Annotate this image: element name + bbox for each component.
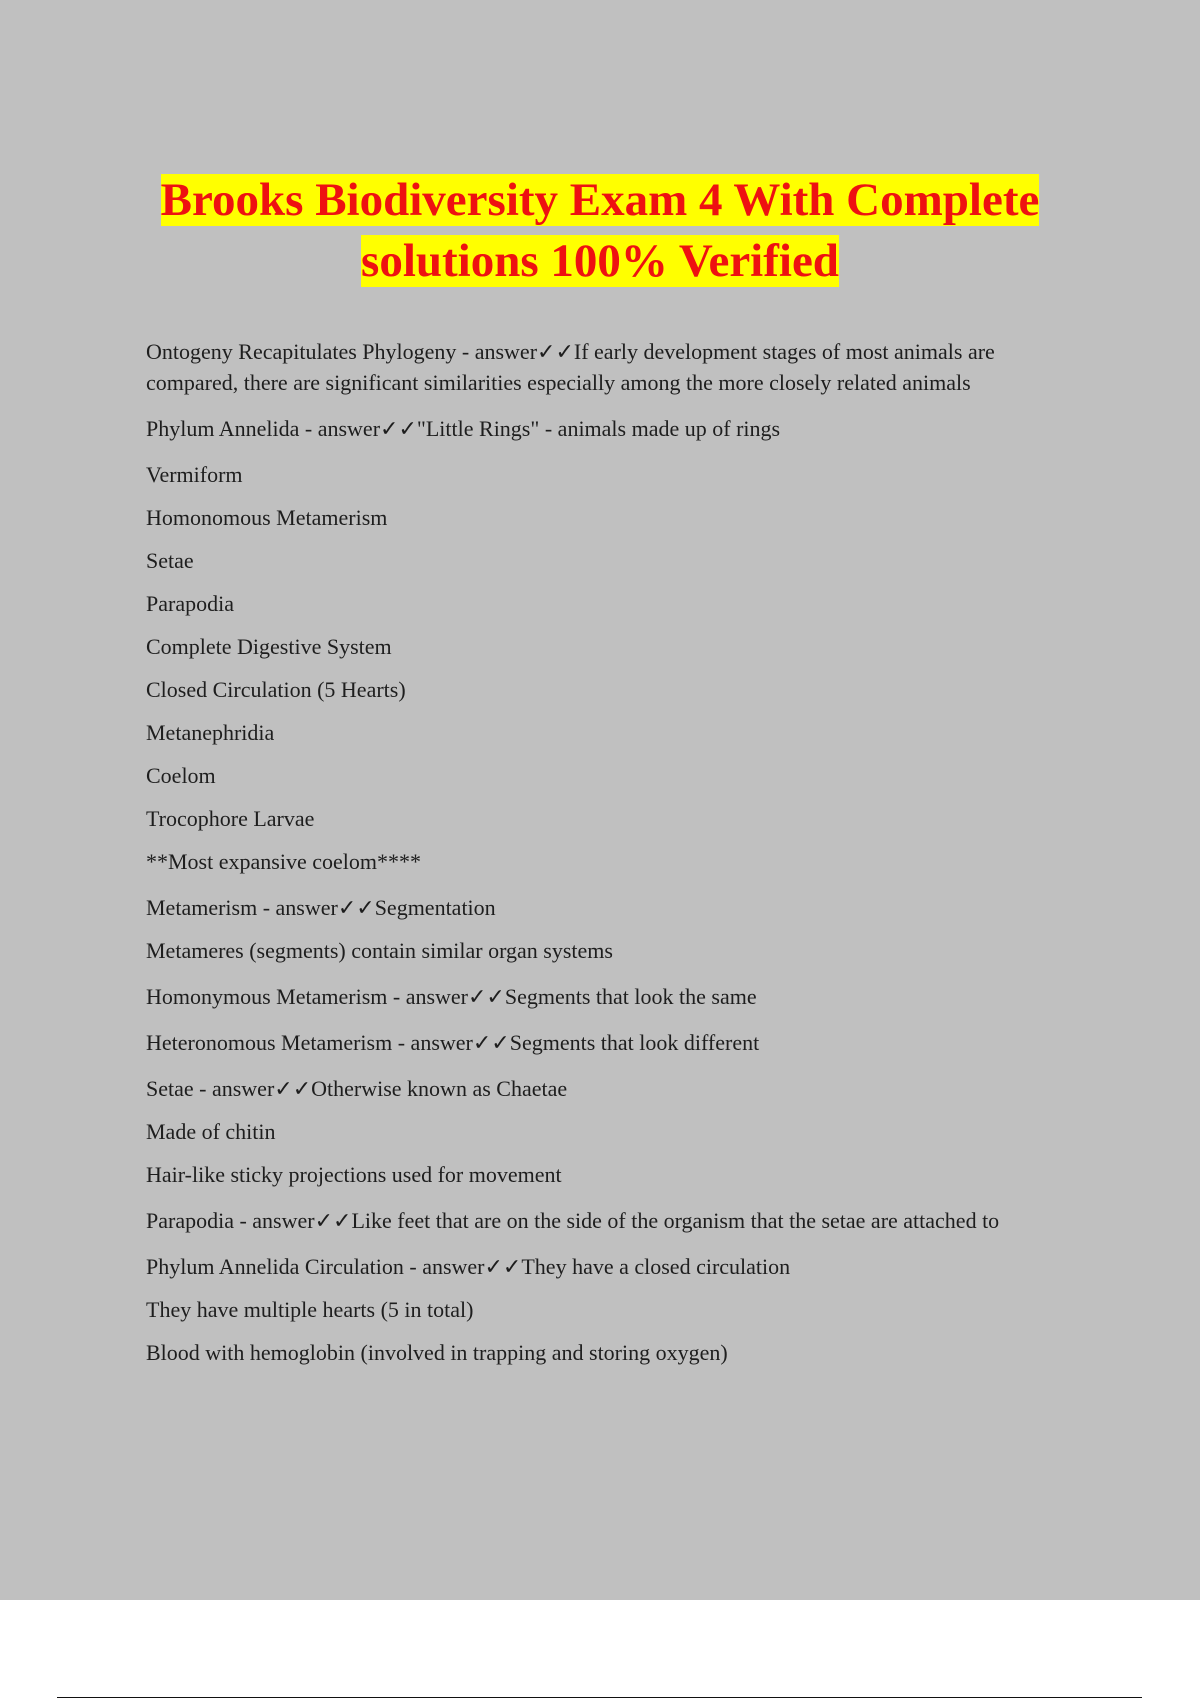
list-item: Homonomous Metamerism [146,505,388,530]
flashcard-ontogeny: Ontogeny Recapitulates Phylogeny - answer✓✓If early development stages of most animals are compared, there are significant similarities especially among the more closely related animals [146,339,995,395]
list-item: They have multiple hearts (5 in total) [146,1297,474,1322]
list-item: Metanephridia [146,720,275,745]
flashcard-phylum-annelida: Phylum Annelida - answer✓✓"Little Rings" - animals made up of rings [146,416,781,441]
list-item: Parapodia [146,591,234,616]
list-item: Setae [146,548,194,573]
list-item: Made of chitin [146,1119,276,1144]
list-item: Coelom [146,763,216,788]
list-item: Vermiform [146,462,243,487]
list-item: Closed Circulation (5 Hearts) [146,677,406,702]
list-item: Hair-like sticky projections used for movement [146,1162,562,1187]
flashcard-annelida-circulation: Phylum Annelida Circulation - answer✓✓They have a closed circulation [146,1254,791,1279]
flashcard-metamerism: Metamerism - answer✓✓Segmentation [146,895,496,920]
list-item: Trocophore Larvae [146,806,315,831]
flashcard-list [146,336,1086,1380]
list-item: Complete Digestive System [146,634,392,659]
list-item: Metameres (segments) contain similar organ systems [146,938,613,963]
list-item: **Most expansive coelom**** [146,849,421,874]
footer-divider [57,1697,1142,1698]
flashcard-heteronomous-metamerism: Heteronomous Metamerism - answer✓✓Segments that look different [146,1030,760,1055]
title-line-2: solutions 100% Verified [361,235,839,287]
flashcard-parapodia: Parapodia - answer✓✓Like feet that are on the side of the organism that the setae are attached to [146,1208,1000,1233]
document-title [0,170,1200,292]
flashcard-setae: Setae - answer✓✓Otherwise known as Chaetae [146,1076,568,1101]
list-item: Blood with hemoglobin (involved in trapping and storing oxygen) [146,1340,728,1365]
flashcard-homonymous-metamerism: Homonymous Metamerism - answer✓✓Segments that look the same [146,984,757,1009]
title-line-1: Brooks Biodiversity Exam 4 With Complete [160,174,1040,226]
